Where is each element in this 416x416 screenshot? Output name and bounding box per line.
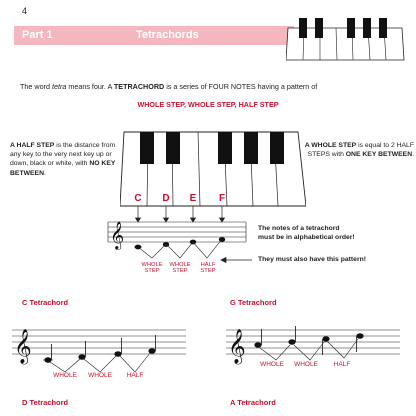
c-tetrachord-staff: [12, 330, 186, 354]
alphabetical-note-line-1: The notes of a tetrachord: [258, 225, 340, 232]
alphabetical-note-line-2: must be in alphabetical order!: [258, 234, 355, 241]
g-tetrachord-notes: [254, 326, 363, 355]
pattern-note: They must also have this pattern!: [258, 256, 367, 263]
main-step-marks: [138, 239, 222, 258]
treble-clef-icon: 𝄞: [110, 222, 125, 249]
whole-step-definition: A WHOLE STEP is equal to 2 HALF STEPS with ONE KEY BETWEEN.: [304, 142, 414, 159]
half-step-definition: A HALF STEP is the distance from any key to the very next key up or down, black or white, with NO KEY BETWEEN.: [10, 142, 116, 177]
step-label-half-a: HALF: [200, 262, 216, 268]
c-label-whole-1: WHOLE: [53, 372, 77, 379]
pattern-arrow: [221, 258, 252, 263]
step-label-whole-2a: WHOLE: [169, 262, 191, 268]
key-label-e: E: [189, 193, 197, 204]
step-label-whole-2b: STEP: [172, 268, 188, 274]
intro-text: The word tetra means four. A TETRACHORD is a series of FOUR NOTES having a pattern of: [20, 82, 318, 91]
step-label-whole-1a: WHOLE: [141, 262, 163, 268]
g-label-whole-1: WHOLE: [260, 361, 284, 368]
c-treble-clef-icon: 𝄞: [14, 330, 32, 363]
a-tetrachord-title: A Tetrachord: [230, 398, 276, 407]
c-tetrachord-title: C Tetrachord: [22, 298, 69, 307]
g-label-whole-2: WHOLE: [294, 361, 318, 368]
c-label-half: HALF: [126, 372, 144, 379]
key-label-c: C: [134, 193, 142, 204]
g-label-half: HALF: [333, 361, 351, 368]
page-number: 4: [22, 6, 28, 16]
step-label-whole-1b: STEP: [144, 268, 160, 274]
part-label: Part 1: [22, 29, 53, 41]
g-treble-clef-icon: 𝄞: [228, 330, 246, 363]
black-key: [140, 132, 154, 164]
c-tetrachord-notes: [43, 335, 156, 363]
c-label-whole-2: WHOLE: [88, 372, 112, 379]
main-staff: [108, 222, 246, 242]
step-label-half-b: STEP: [200, 268, 216, 274]
key-to-note-arrows: [136, 206, 225, 222]
key-label-d: D: [162, 193, 170, 204]
page-title: Tetrachords: [136, 29, 199, 41]
black-key: [244, 132, 258, 164]
black-key: [270, 132, 284, 164]
main-staff-notes: [134, 237, 225, 249]
black-key: [166, 132, 180, 164]
g-tetrachord-title: G Tetrachord: [230, 298, 277, 307]
c-step-marks: [50, 353, 150, 372]
keyboard-diagram: [120, 128, 306, 208]
header-keyboard-illustration: [286, 16, 406, 62]
black-key: [218, 132, 232, 164]
g-step-marks: [260, 339, 358, 360]
pattern-statement: WHOLE STEP, WHOLE STEP, HALF STEP: [137, 100, 279, 109]
key-label-f: F: [218, 193, 226, 204]
d-tetrachord-title: D Tetrachord: [22, 398, 69, 407]
g-tetrachord-staff: [226, 330, 400, 354]
